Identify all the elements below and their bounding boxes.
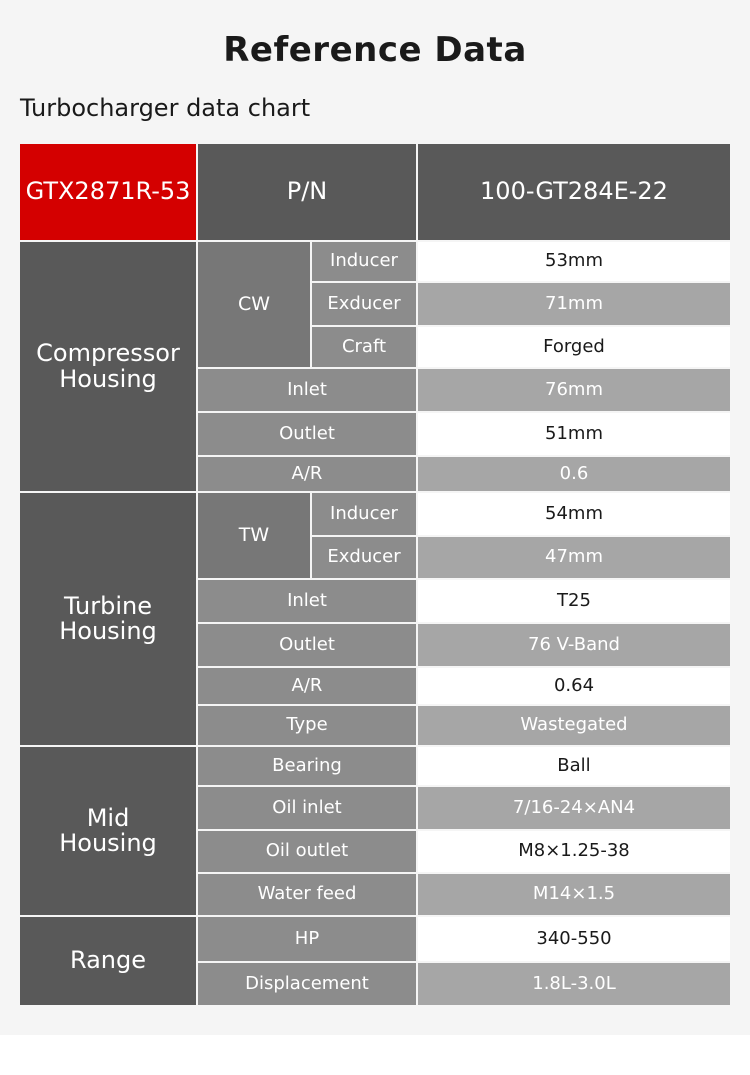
turbine-housing-section [20, 493, 196, 745]
displacement-value: 1.8L-3.0L [418, 963, 730, 1005]
cw-label: CW [198, 242, 310, 367]
page-title: Reference Data [223, 30, 527, 70]
water-feed-label: Water feed [198, 874, 416, 915]
tw-label: TW [198, 493, 310, 578]
compressor-inlet-label: Inlet [198, 369, 416, 411]
bearing-value: Ball [418, 747, 730, 785]
cw-exducer-value: 71mm [418, 283, 730, 325]
water-feed-value: M14×1.5 [418, 874, 730, 915]
turbine-ar-label: A/R [198, 668, 416, 704]
cw-exducer-label: Exducer [312, 283, 416, 325]
oil-inlet-value: 7/16-24×AN4 [418, 787, 730, 829]
compressor-outlet-value: 51mm [418, 413, 730, 455]
bearing-label: Bearing [198, 747, 416, 785]
turbine-inlet-label: Inlet [198, 580, 416, 622]
tw-inducer-label: Inducer [312, 493, 416, 535]
range-label: Range [69, 946, 147, 975]
oil-outlet-label: Oil outlet [198, 831, 416, 872]
turbine-inlet-value: T25 [418, 580, 730, 622]
compressor-ar-value: 0.6 [418, 457, 730, 491]
hp-label: HP [198, 917, 416, 961]
compressor-ar-label: A/R [198, 457, 416, 491]
compressor-housing-label: Compressor Housing [36, 339, 180, 393]
cw-craft-value: Forged [418, 327, 730, 367]
range-section [20, 917, 196, 1005]
displacement-label: Displacement [198, 963, 416, 1005]
turbine-ar-value: 0.64 [418, 668, 730, 704]
model-cell: GTX2871R-53 [20, 144, 196, 240]
turbine-housing-label: Turbine Housing [59, 591, 157, 645]
turbine-outlet-label: Outlet [198, 624, 416, 666]
cw-craft-label: Craft [312, 327, 416, 367]
turbine-type-label: Type [198, 706, 416, 745]
page-subtitle: Turbocharger data chart [20, 94, 311, 122]
compressor-inlet-value: 76mm [418, 369, 730, 411]
compressor-outlet-label: Outlet [198, 413, 416, 455]
oil-outlet-value: M8×1.25-38 [418, 831, 730, 872]
cw-inducer-label: Inducer [312, 242, 416, 281]
tw-inducer-value: 54mm [418, 493, 730, 535]
turbine-type-value: Wastegated [418, 706, 730, 745]
tw-exducer-value: 47mm [418, 537, 730, 578]
turbine-outlet-value: 76 V-Band [418, 624, 730, 666]
compressor-housing-section [20, 242, 196, 491]
mid-housing-label: Mid Housing [59, 803, 157, 857]
pn-label: P/N [198, 144, 416, 240]
pn-value: 100-GT284E-22 [418, 144, 730, 240]
hp-value: 340-550 [418, 917, 730, 961]
mid-housing-section [20, 747, 196, 915]
cw-inducer-value: 53mm [418, 242, 730, 281]
tw-exducer-label: Exducer [312, 537, 416, 578]
oil-inlet-label: Oil inlet [198, 787, 416, 829]
